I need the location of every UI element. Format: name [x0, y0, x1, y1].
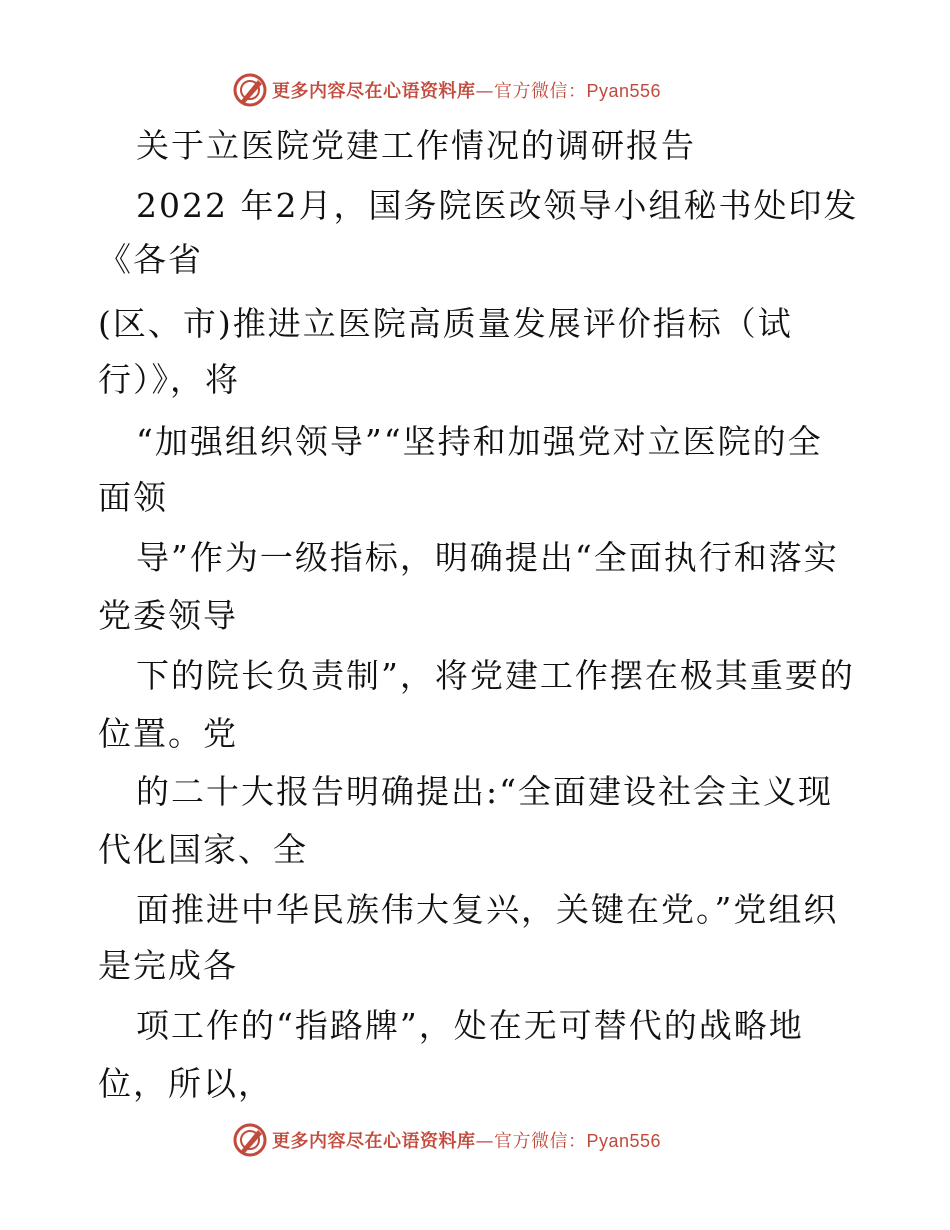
banner-text: 更多内容尽在心语资料库—官方微信：Pyan556: [272, 81, 662, 102]
footer-banner: [232, 1120, 732, 1160]
pen-logo-icon: [232, 72, 268, 108]
paragraph-line: 2022 年2月，国务院医改领导小组秘书处印发: [136, 186, 859, 225]
paragraph-line: 行）》，将: [98, 360, 240, 399]
banner-text: 更多内容尽在心语资料库—官方微信：Pyan556: [272, 1131, 662, 1152]
paragraph-line: 的二十大报告明确提出:“全面建设社会主义现: [136, 772, 833, 811]
paragraph-line: 位，所以，: [98, 1064, 273, 1103]
paragraph-line: (区、市)推进立医院高质量发展评价指标（试: [98, 304, 793, 343]
paragraph-line: 是完成各: [98, 946, 238, 985]
paragraph-line: 位置。党: [98, 714, 238, 753]
paragraph-line: 代化国家、全: [98, 830, 308, 869]
paragraph-line: 面领: [98, 478, 168, 517]
paragraph-line: 面推进中华民族伟大复兴，关键在党。”党组织: [136, 890, 839, 929]
paragraph-line: 党委领导: [98, 596, 238, 635]
paragraph-line: “加强组织领导”“坚持和加强党对立医院的全: [136, 422, 823, 461]
pen-logo-icon: [232, 1122, 268, 1158]
header-banner: [232, 70, 732, 110]
document-title: 关于立医院党建工作情况的调研报告: [136, 126, 696, 165]
paragraph-line: 《各省: [98, 240, 203, 279]
paragraph-line: 项工作的“指路牌”，处在无可替代的战略地: [136, 1006, 804, 1045]
paragraph-line: 下的院长负责制”，将党建工作摆在极其重要的: [136, 656, 855, 695]
paragraph-line: 导”作为一级指标，明确提出“全面执行和落实: [136, 538, 839, 577]
